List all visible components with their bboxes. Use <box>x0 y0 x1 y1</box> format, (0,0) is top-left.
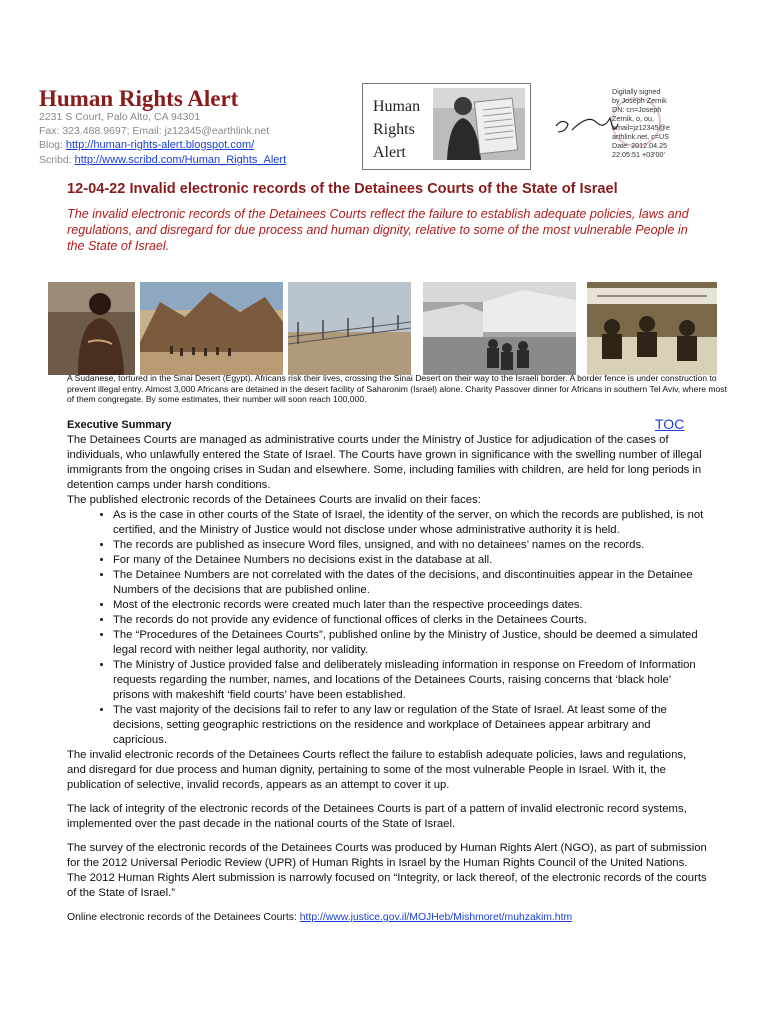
signature-line: Digitally signed <box>612 87 661 96</box>
signature-line: arthlink.net, c=US <box>612 132 669 141</box>
list-item: • The Detainee Numbers are not correlated with the dates of the decisions, and discontinuities appear in the Detainee Numbers of the decisions that are published online. <box>113 568 707 598</box>
online-records-link[interactable]: http://www.justice.gov.il/MOJHeb/Mishmoret/muhzakim.htm <box>299 912 573 923</box>
intro-paragraph: The invalid electronic records of the Detainees Courts reflect the failure to establish adequate policies, laws and regulations, and disregard for due process and human dignity, relative to some of the most vulnerable People in the State of Israel. <box>67 207 689 253</box>
signature-line: DN: cn=Joseph <box>612 105 662 114</box>
list-item: • For many of the Detainee Numbers no decisions exist in the database at all. <box>113 553 707 568</box>
logo-photo-image <box>433 88 525 160</box>
org-name: Human Rights Alert <box>39 86 239 111</box>
list-item: • The vast majority of the decisions fail to refer to any law or regulation of the State of Israel. At least some of the decisions, setting geographic restrictions on the residence and workplace of Detainees appear arbitrary and capricious. <box>113 703 707 748</box>
list-item: • The “Procedures of the Detainees Courts”, published online by the Ministry of Justice, should be deemed a simulated legal record with neither legal authority, nor validity. <box>113 628 707 658</box>
summary-paragraph-2: The published electronic records of the Detainees Courts are invalid on their faces: <box>67 494 481 506</box>
blog-line <box>39 139 254 151</box>
hra-logo <box>362 83 531 170</box>
blog-link[interactable]: http://human-rights-alert.blogspot.com/ <box>65 139 255 151</box>
list-item: • Most of the electronic records were created much later than the respective proceedings dates. <box>113 598 707 613</box>
toc-link[interactable]: TOC <box>655 416 685 432</box>
invalidity-list <box>67 508 707 748</box>
list-item: • The records are published as insecure Word files, unsigned, and with no detainees’ names on the records. <box>113 538 707 553</box>
photo-border-fence <box>288 282 411 375</box>
photo-passover-dinner <box>587 282 717 375</box>
org-contact: Fax: 323.488.9697; Email: jz12345@earthlink.net <box>39 125 270 137</box>
photo-detention-facility <box>423 282 576 375</box>
list-item: • The Ministry of Justice provided false and deliberately misleading information in response on Freedom of Information requests regarding the number, names, and locations of the Detainees Courts, raising concerns that ‘black hole’ prisons with makeshift ‘field courts’ have been established. <box>113 658 707 703</box>
signature-line: by Joseph Zernik <box>612 96 667 105</box>
logo-word-3: Alert <box>373 144 406 161</box>
summary-paragraph-1: The Detainees Courts are managed as administrative courts under the Ministry of Justice for adjudication of the cases of individuals, who unlawfully entered the State of Israel. The Courts have grown in significance with the swelling number of illegal immigrants from the ongoing crises in Sudan and elsewhere. Some, including families with children, are held for long periods in detention camps under harsh conditions. <box>67 434 702 491</box>
scribd-label: Scribd: <box>39 154 72 166</box>
list-item: • The records do not provide any evidence of functional offices of clerks in the Detainees Courts. <box>113 613 707 628</box>
executive-summary-heading: Executive Summary <box>67 419 172 431</box>
signature-line: Zernik, o, ou, <box>612 114 654 123</box>
photo-sinai-desert <box>140 282 283 375</box>
online-records-label: Online electronic records of the Detainees Courts: <box>67 912 297 923</box>
scribd-line <box>39 154 286 166</box>
list-item: • As is the case in other courts of the State of Israel, the identity of the server, on which the records are published, is not certified, and the Ministry of Justice would not disclose under whose administrative authority it is held. <box>113 508 707 538</box>
scribd-link[interactable]: http://www.scribd.com/Human_Rights_Alert <box>74 154 287 166</box>
logo-word-1: Human <box>373 98 421 115</box>
signature-line: email=jz12345@e <box>612 123 670 132</box>
signature-line: Date: 2012.04.25 <box>612 141 668 150</box>
photo-sudanese-man <box>48 282 135 375</box>
logo-word-2: Rights <box>373 121 415 138</box>
blog-label: Blog: <box>39 139 63 151</box>
summary-paragraph-4: The lack of integrity of the electronic records of the Detainees Courts is part of a pattern of invalid electronic record systems, implemented over the past decade in the national courts of the State of Israel. <box>67 803 687 830</box>
digital-signature-text <box>612 87 670 159</box>
summary-paragraph-5: The survey of the electronic records of the Detainees Courts was produced by Human Rights Alert (NGO), as part of submission for the 2012 Universal Periodic Review (UPR) of Human Rights in Israel by the Human Rights Council of the United Nations. The 2012 Human Rights Alert submission is narrowly focused on “Integrity, or lack thereof, of the electronic records of the courts of the State of Israel.” <box>67 842 707 899</box>
signature-line: 22:05:51 +03'00' <box>612 150 665 159</box>
summary-paragraph-3: The invalid electronic records of the Detainees Courts reflect the failure to establish adequate policies, laws and regulations, and disregard for due process and human dignity, pertaining to some of the most vulnerable People in Israel. With it, the publication of selective, invalid records, appears as an attempt to cover it up. <box>67 749 687 791</box>
document-title: 12-04-22 Invalid electronic records of the Detainees Courts of the State of Israel <box>67 181 618 197</box>
photo-caption: A Sudanese, tortured in the Sinai Desert (Egypt). Africans risk their lives, crossing the Sinai Desert on their way to the Israeli border. A border fence is under construction to prevent illegal entry. Almost 3,000 Africans are detained in the desert facility of Saharonim (Israel) alone. Charity Passover dinner for Africans in southern Tel Aviv, where most of them congregate. By some estimates, their number will soon reach 100,000. <box>67 373 727 404</box>
org-address: 2231 S Court, Palo Alto, CA 94301 <box>39 111 201 123</box>
online-records-line <box>67 910 707 925</box>
executive-summary-body <box>67 433 707 925</box>
